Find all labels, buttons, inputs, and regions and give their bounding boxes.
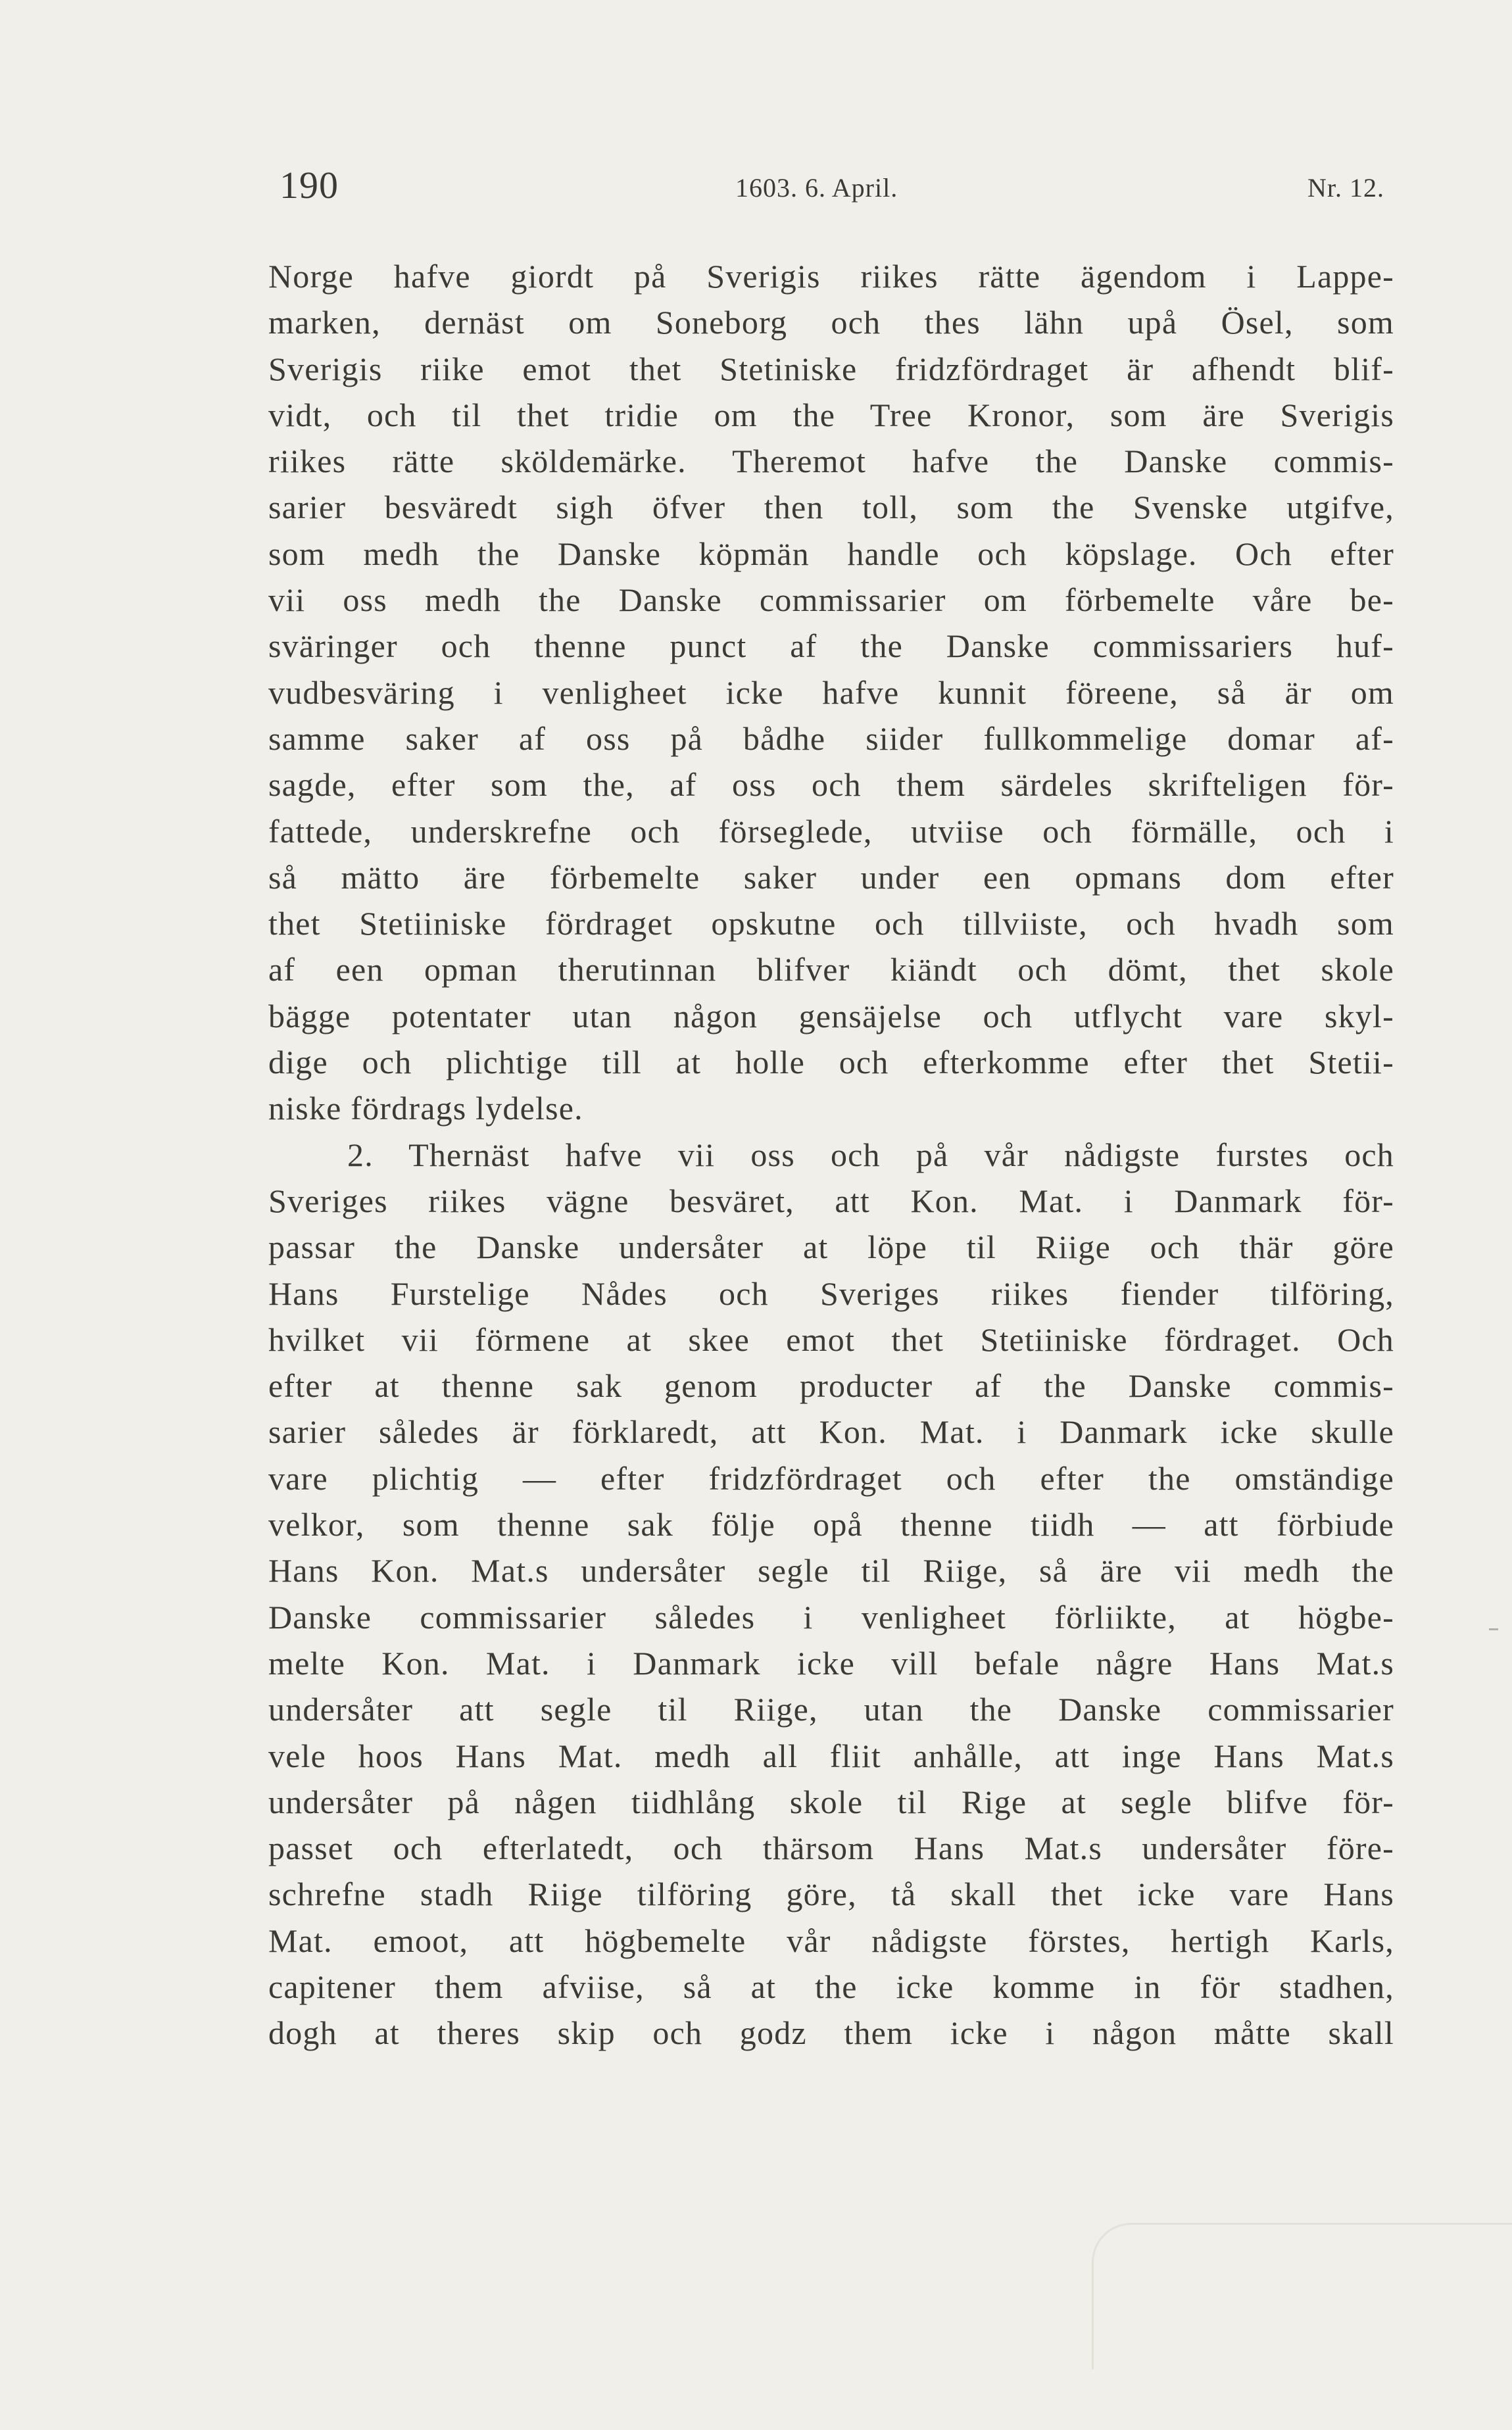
text-line: vare plichtig — efter fridzfördraget och efter the omständige [268, 1459, 1394, 1497]
text-line: vidt, och til thet tridie om the Tree Kronor, som äre Sverigis [268, 396, 1394, 433]
text-line: melte Kon. Mat. i Danmark icke vill befale någre Hans Mat.s [268, 1644, 1394, 1682]
text-line: schrefne stadh Riige tilföring göre, tå skall thet icke vare Hans [268, 1876, 1394, 1913]
text-line: sväringer och thenne punct af the Danske commissariers huf- [268, 627, 1394, 665]
text-line: af een opman therutinnan blifver kiändt och dömt, thet skole [268, 951, 1394, 988]
paragraph-start-line: 2. Thernäst hafve vii oss och på vår nådigste furstes och [347, 1136, 1394, 1173]
text-line: riikes rätte sköldemärke. Theremot hafve the Danske commis- [268, 443, 1394, 480]
running-head-date: 1603. 6. April. [735, 173, 898, 203]
page-header [0, 163, 1512, 216]
document-number: Nr. 12. [1307, 173, 1384, 203]
page-crease [1092, 2223, 1512, 2369]
text-line: Norge hafve giordt på Sverigis riikes rätte ägendom i Lappe- [268, 258, 1394, 295]
text-line: hvilket vii förmene at skee emot thet Stetiiniske fördraget. Och [268, 1321, 1394, 1358]
paragraph-end-line: niske fördrags lydelse. [268, 1090, 583, 1127]
text-line: vii oss medh the Danske commissarier om förbemelte våre be- [268, 581, 1394, 619]
text-line: capitener them afviise, så at the icke komme in för stadhen, [268, 1968, 1394, 2005]
text-line: vele hoos Hans Mat. medh all fliit anhålle, att inge Hans Mat.s [268, 1737, 1394, 1774]
body-text [268, 253, 1394, 2056]
text-line: som medh the Danske köpmän handle och köpslage. Och efter [268, 535, 1394, 572]
text-line: dogh at theres skip och godz them icke i någon måtte skall [268, 2014, 1394, 2052]
text-line: passet och efterlatedt, och thärsom Hans Mat.s undersåter före- [268, 1830, 1394, 1867]
text-line: Sverigis riike emot thet Stetiniske fridzfördraget är afhendt blif- [268, 350, 1394, 387]
text-line: Mat. emoot, att högbemelte vår nådigste förstes, hertigh Karls, [268, 1922, 1394, 1959]
text-line: vudbesväring i venligheet icke hafve kunnit föreene, så är om [268, 673, 1394, 711]
text-line: fattede, underskrefne och förseglede, utviise och förmälle, och i [268, 812, 1394, 850]
page-number: 190 [280, 164, 339, 207]
text-line: efter at thenne sak genom producter af the Danske commis- [268, 1367, 1394, 1405]
text-line: samme saker af oss på bådhe siider fullkommelige domar af- [268, 719, 1394, 757]
text-line: Hans Furstelige Nådes och Sveriges riikes fiender tilföring, [268, 1275, 1394, 1312]
text-line: velkor, som thenne sak följe opå thenne tiidh — att förbiude [268, 1506, 1394, 1543]
margin-mark [1489, 1628, 1498, 1630]
text-line: undersåter att segle til Riige, utan the Danske commissarier [268, 1691, 1394, 1728]
text-line: bägge potentater utan någon gensäjelse och utflycht vare skyl- [268, 997, 1394, 1034]
text-line: så mätto äre förbemelte saker under een opmans dom efter [268, 858, 1394, 896]
text-line: sarier besväredt sigh öfver then toll, som the Svenske utgifve, [268, 489, 1394, 526]
text-line: Sveriges riikes vägne besväret, att Kon. Mat. i Danmark för- [268, 1182, 1394, 1219]
text-line: thet Stetiiniske fördraget opskutne och tillviiste, och hvadh som [268, 905, 1394, 942]
text-line: dige och plichtige till at holle och efterkomme efter thet Stetii- [268, 1044, 1394, 1081]
text-line: Danske commissarier således i venligheet förliikte, at högbe- [268, 1598, 1394, 1636]
text-line: sagde, efter som the, af oss och them särdeles skrifteligen för- [268, 766, 1394, 804]
text-line: passar the Danske undersåter at löpe til Riige och thär göre [268, 1228, 1394, 1266]
text-line: marken, dernäst om Soneborg och thes lähn upå Ösel, som [268, 304, 1394, 341]
text-line: Hans Kon. Mat.s undersåter segle til Riige, så äre vii medh the [268, 1552, 1394, 1590]
text-line: undersåter på någen tiidhlång skole til Rige at segle blifve för- [268, 1783, 1394, 1820]
text-line: sarier således är förklaredt, att Kon. Mat. i Danmark icke skulle [268, 1413, 1394, 1451]
